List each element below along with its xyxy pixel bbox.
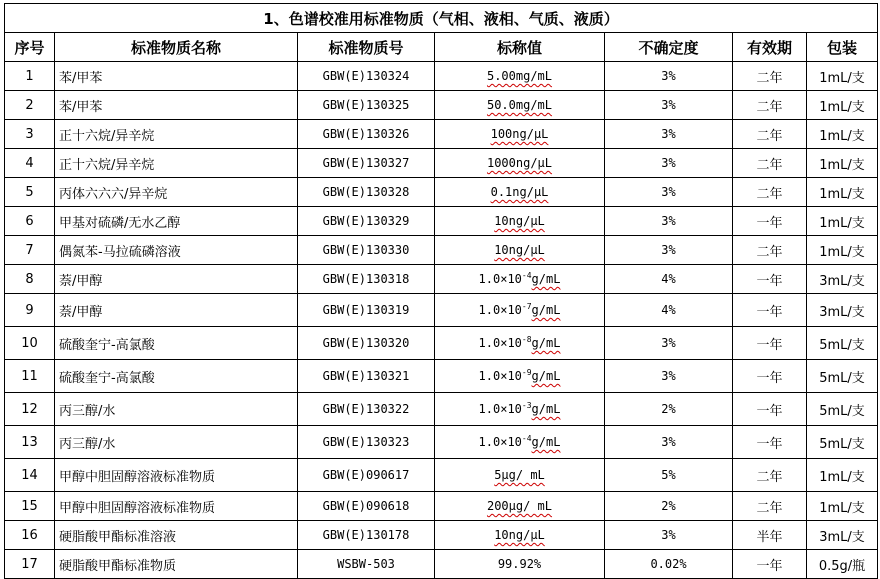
row-number: 4 [5,149,55,178]
material-name: 偶氮苯-马拉硫磷溶液 [55,236,298,265]
material-name: 甲醇中胆固醇溶液标准物质 [55,459,298,492]
uncertainty: 0.02% [605,550,733,579]
material-name: 丙三醇/水 [55,393,298,426]
value-text: 50.0mg/mL [486,98,553,112]
material-code: GBW(E)130319 [298,294,435,327]
material-code: GBW(E)130324 [298,62,435,91]
package-size: 5mL/支 [807,393,878,426]
validity-period: 半年 [733,521,807,550]
value-text: 10ng/μL [494,528,545,542]
package-size: 1mL/支 [807,207,878,236]
value-unit: g/mL [531,336,561,350]
nominal-value [435,327,605,360]
material-code: GBW(E)130329 [298,207,435,236]
material-name: 萘/甲醇 [55,265,298,294]
package-size: 1mL/支 [807,62,878,91]
nominal-value [435,492,605,521]
value-unit: g/mL [531,303,561,317]
row-number: 2 [5,91,55,120]
row-number: 11 [5,360,55,393]
table-title: 1、色谱校准用标准物质（气相、液相、气质、液质） [5,4,878,33]
validity-period: 一年 [733,265,807,294]
uncertainty: 3% [605,120,733,149]
validity-period: 一年 [733,426,807,459]
value-exponent: -9 [521,368,532,377]
nominal-value [435,265,605,294]
package-size: 0.5g/瓶 [807,550,878,579]
nominal-value [435,550,605,579]
uncertainty: 3% [605,178,733,207]
material-code: GBW(E)130325 [298,91,435,120]
validity-period: 一年 [733,550,807,579]
value-text: 100ng/μL [490,127,549,141]
validity-period: 二年 [733,120,807,149]
package-size: 1mL/支 [807,91,878,120]
value-exponent: -8 [521,335,532,344]
uncertainty: 3% [605,236,733,265]
header-name: 标准物质名称 [55,33,298,62]
uncertainty: 3% [605,327,733,360]
material-name: 甲醇中胆固醇溶液标准物质 [55,492,298,521]
table-row [5,360,878,393]
nominal-value [435,294,605,327]
material-name: 苯/甲苯 [55,91,298,120]
material-code: GBW(E)130323 [298,426,435,459]
material-name: 正十六烷/异辛烷 [55,149,298,178]
material-name: 萘/甲醇 [55,294,298,327]
row-number: 16 [5,521,55,550]
material-name: 苯/甲苯 [55,62,298,91]
package-size: 5mL/支 [807,327,878,360]
material-code: GBW(E)130330 [298,236,435,265]
material-name: 正十六烷/异辛烷 [55,120,298,149]
package-size: 5mL/支 [807,426,878,459]
table-row [5,178,878,207]
nominal-value [435,91,605,120]
value-mantissa: 1.0×10 [478,336,522,350]
title-row [5,4,878,33]
row-number: 9 [5,294,55,327]
value-unit: g/mL [531,402,561,416]
value-text: 5.00mg/mL [486,69,553,83]
material-code: GBW(E)130326 [298,120,435,149]
value-exponent: -3 [521,401,532,410]
uncertainty: 3% [605,149,733,178]
material-code: GBW(E)130327 [298,149,435,178]
value-exponent: -7 [521,302,532,311]
package-size: 1mL/支 [807,149,878,178]
value-exponent: -4 [521,271,532,280]
header-value: 标称值 [435,33,605,62]
value-mantissa: 1.0×10 [478,435,522,449]
package-size: 1mL/支 [807,120,878,149]
value-mantissa: 1.0×10 [478,402,522,416]
nominal-value [435,236,605,265]
validity-period: 二年 [733,149,807,178]
value-text: 10ng/μL [494,243,545,257]
material-name: 丙三醇/水 [55,426,298,459]
nominal-value [435,426,605,459]
material-code: GBW(E)130328 [298,178,435,207]
material-name: 硬脂酸甲酯标准溶液 [55,521,298,550]
reference-materials-table [4,3,878,579]
uncertainty: 4% [605,294,733,327]
nominal-value [435,178,605,207]
value-exponent: -4 [521,434,532,443]
uncertainty: 3% [605,91,733,120]
value-text: 5μg/ mL [494,468,545,482]
table-row [5,459,878,492]
row-number: 10 [5,327,55,360]
header-package: 包装 [807,33,878,62]
row-number: 12 [5,393,55,426]
table-row [5,426,878,459]
material-code: GBW(E)090617 [298,459,435,492]
value-mantissa: 1.0×10 [478,272,522,286]
uncertainty: 2% [605,492,733,521]
nominal-value [435,521,605,550]
nominal-value [435,393,605,426]
uncertainty: 5% [605,459,733,492]
row-number: 13 [5,426,55,459]
table-row [5,120,878,149]
table-row [5,91,878,120]
table-row [5,62,878,91]
material-code: GBW(E)130318 [298,265,435,294]
row-number: 8 [5,265,55,294]
table-row [5,236,878,265]
material-name: 硫酸奎宁-高氯酸 [55,327,298,360]
row-number: 5 [5,178,55,207]
row-number: 17 [5,550,55,579]
nominal-value [435,360,605,393]
validity-period: 二年 [733,62,807,91]
validity-period: 二年 [733,459,807,492]
material-name: 硫酸奎宁-高氯酸 [55,360,298,393]
uncertainty: 3% [605,207,733,236]
material-code: WSBW-503 [298,550,435,579]
material-code: GBW(E)130320 [298,327,435,360]
material-name: 甲基对硫磷/无水乙醇 [55,207,298,236]
table-row [5,393,878,426]
validity-period: 二年 [733,492,807,521]
validity-period: 一年 [733,393,807,426]
validity-period: 一年 [733,207,807,236]
value-text: 99.92% [497,557,542,571]
value-unit: g/mL [531,435,561,449]
row-number: 6 [5,207,55,236]
nominal-value [435,62,605,91]
nominal-value [435,459,605,492]
row-number: 1 [5,62,55,91]
validity-period: 二年 [733,91,807,120]
package-size: 1mL/支 [807,178,878,207]
material-code: GBW(E)130321 [298,360,435,393]
table-row [5,521,878,550]
material-name: 硬脂酸甲酯标准物质 [55,550,298,579]
value-text: 0.1ng/μL [490,185,549,199]
value-unit: g/mL [531,369,561,383]
material-code: GBW(E)090618 [298,492,435,521]
package-size: 3mL/支 [807,265,878,294]
uncertainty: 3% [605,521,733,550]
package-size: 1mL/支 [807,492,878,521]
value-mantissa: 1.0×10 [478,369,522,383]
value-mantissa: 1.0×10 [478,303,522,317]
validity-period: 一年 [733,294,807,327]
nominal-value [435,120,605,149]
table-row [5,294,878,327]
validity-period: 二年 [733,236,807,265]
value-text: 10ng/μL [494,214,545,228]
row-number: 14 [5,459,55,492]
validity-period: 一年 [733,360,807,393]
package-size: 3mL/支 [807,294,878,327]
validity-period: 一年 [733,327,807,360]
uncertainty: 3% [605,426,733,459]
row-number: 3 [5,120,55,149]
material-code: GBW(E)130322 [298,393,435,426]
table-row [5,149,878,178]
uncertainty: 4% [605,265,733,294]
table-row [5,550,878,579]
value-unit: g/mL [531,272,561,286]
table-row [5,327,878,360]
value-text: 1000ng/μL [486,156,553,170]
material-name: 丙体六六六/异辛烷 [55,178,298,207]
package-size: 1mL/支 [807,459,878,492]
table-row [5,265,878,294]
header-uncertainty: 不确定度 [605,33,733,62]
validity-period: 二年 [733,178,807,207]
header-validity: 有效期 [733,33,807,62]
row-number: 7 [5,236,55,265]
package-size: 1mL/支 [807,236,878,265]
table-row [5,207,878,236]
value-text: 200μg/ mL [486,499,553,513]
package-size: 5mL/支 [807,360,878,393]
uncertainty: 3% [605,62,733,91]
material-code: GBW(E)130178 [298,521,435,550]
header-row [5,33,878,62]
row-number: 15 [5,492,55,521]
header-code: 标准物质号 [298,33,435,62]
uncertainty: 2% [605,393,733,426]
nominal-value [435,207,605,236]
uncertainty: 3% [605,360,733,393]
header-no: 序号 [5,33,55,62]
nominal-value [435,149,605,178]
table-row [5,492,878,521]
package-size: 3mL/支 [807,521,878,550]
